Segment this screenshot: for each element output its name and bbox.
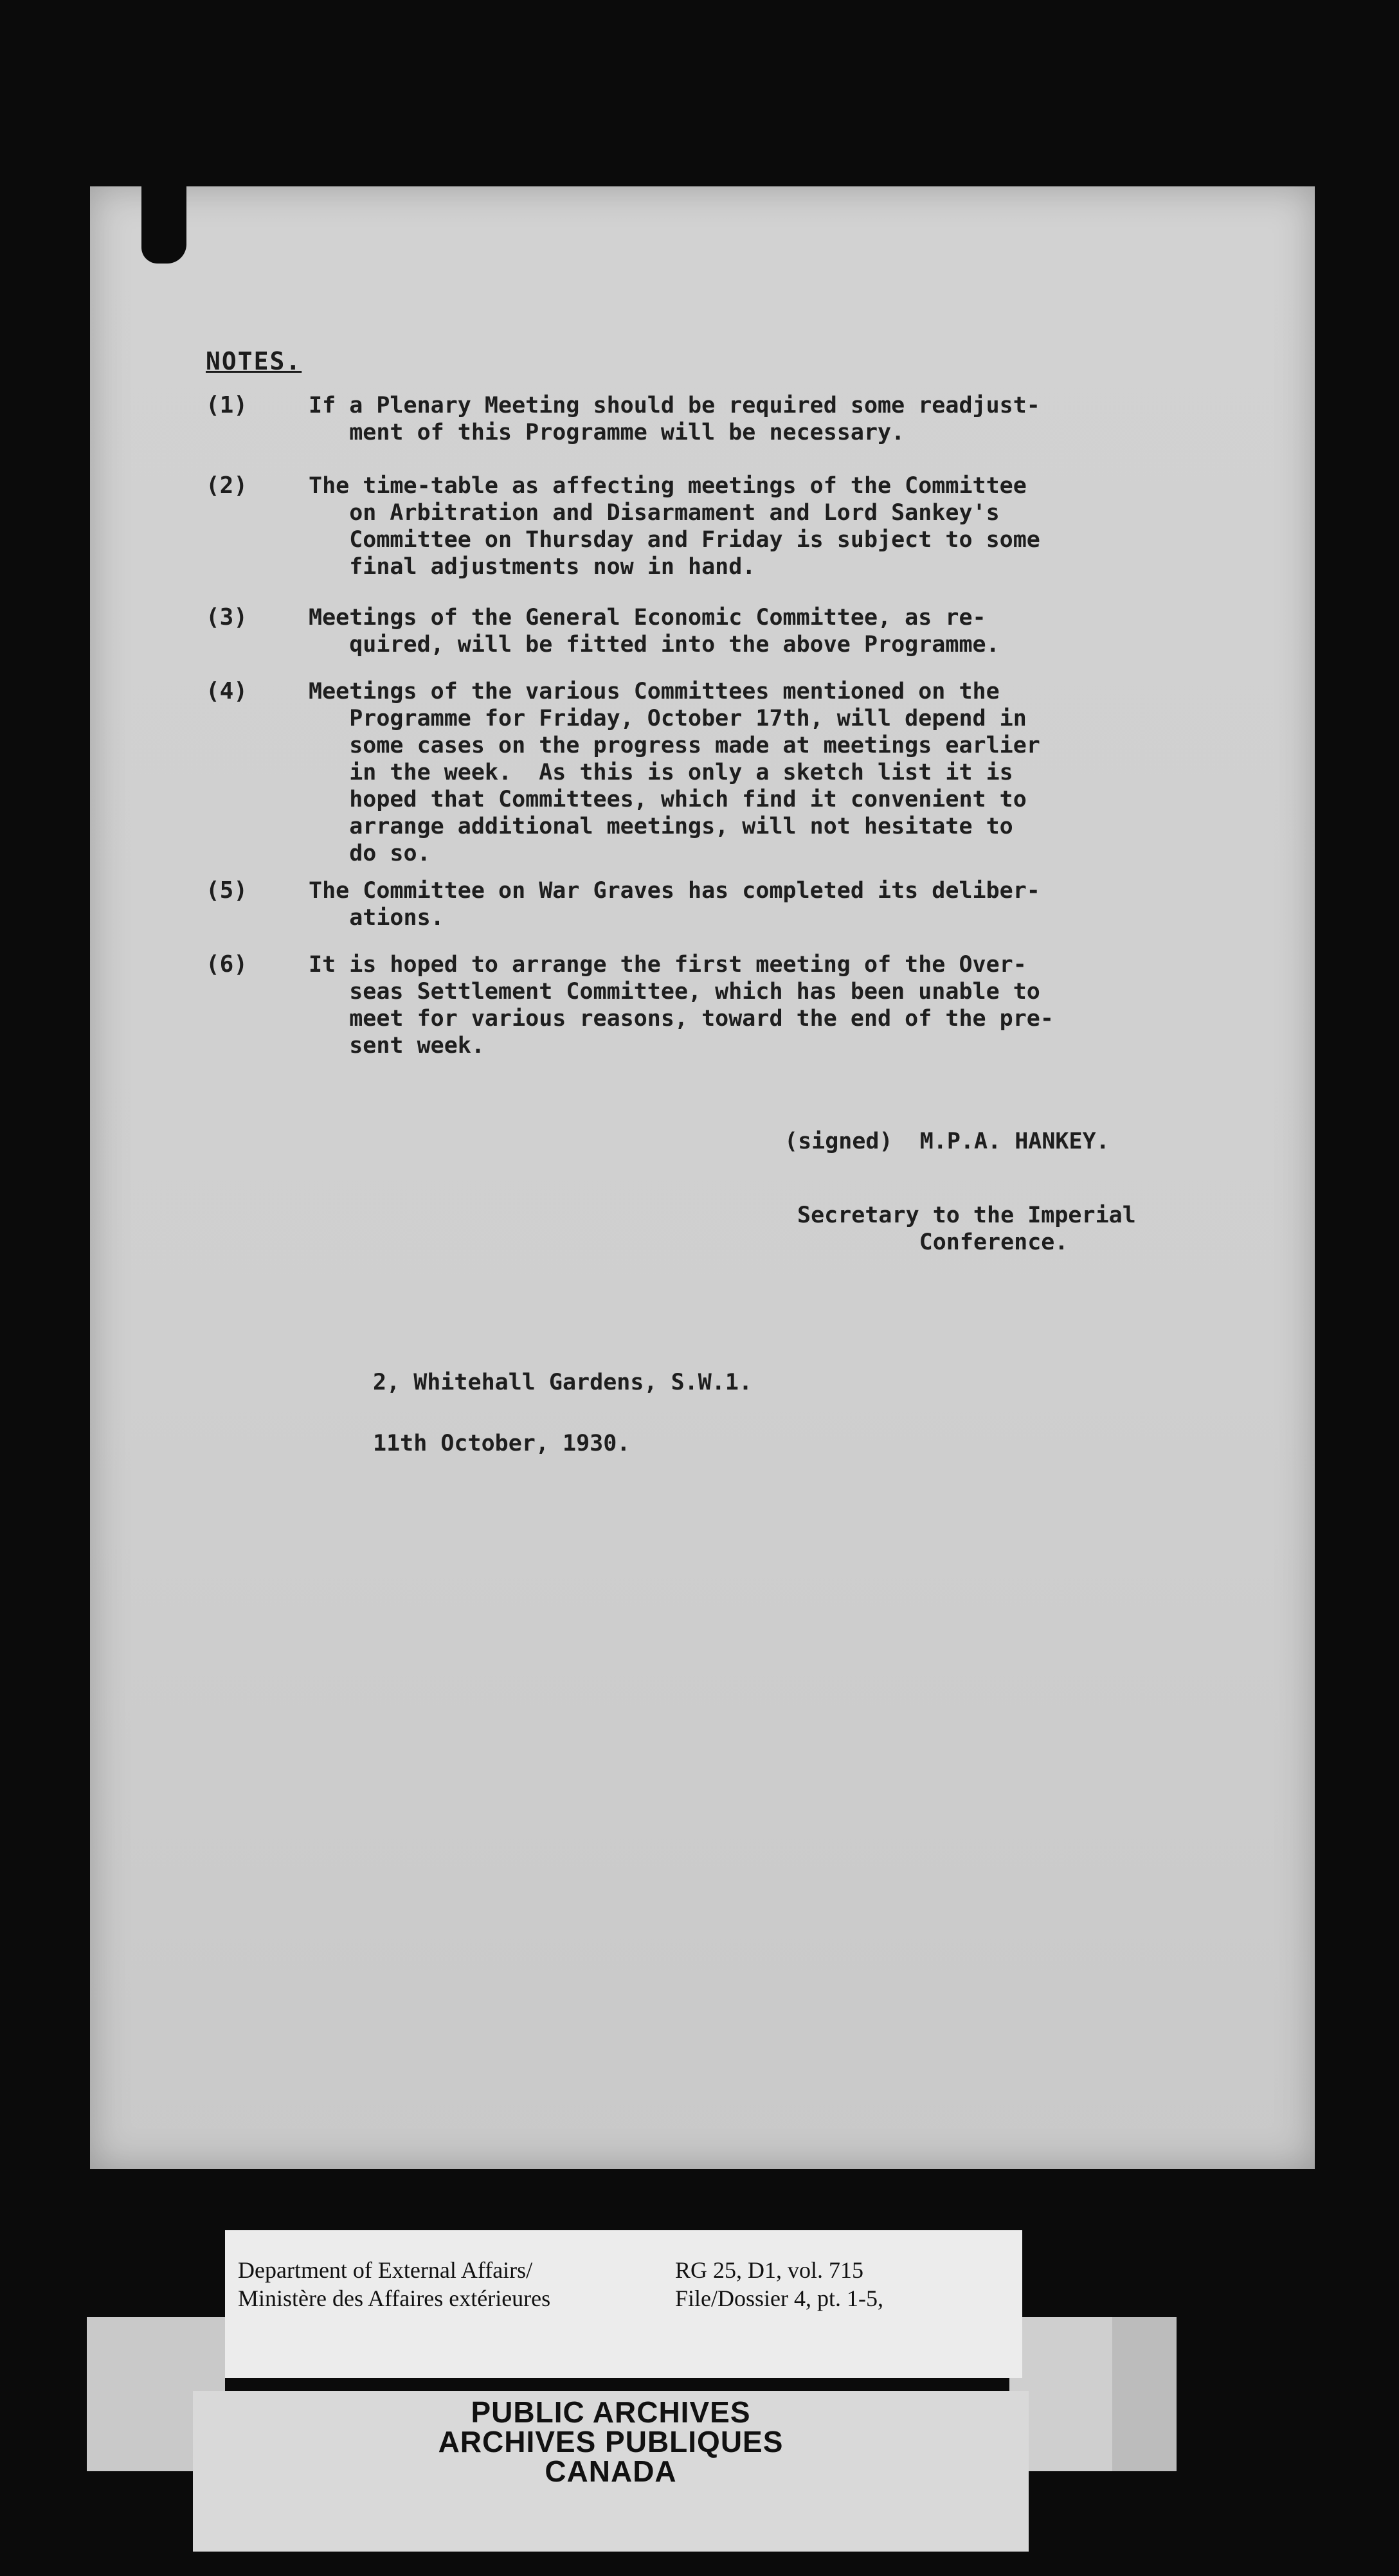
signature-title: Secretary to the Imperial Conference. xyxy=(797,1203,1136,1255)
note-text: Meetings of the various Committees mentioned on the Programme for Friday, October 17th, will depend in some cases on the progress made at meetings earlier in the week. As this is only a sketch list it is hoped that Committees, which find it convenient to arrange additional meetings, will not hesitate to do so. xyxy=(309,679,1040,866)
stamp-line-1: PUBLIC ARCHIVES xyxy=(471,2395,751,2429)
note-number: (2) xyxy=(206,472,248,499)
archives-stamp xyxy=(193,2391,1029,2552)
note-4 xyxy=(206,678,1234,871)
note-text: The Committee on War Graves has completed its deliber- ations. xyxy=(309,878,1040,931)
notes-heading: NOTES. xyxy=(206,347,302,375)
note-text: The time-table as affecting meetings of the Committee on Arbitration and Disarmament and Lord Sankey's Committee on Thursday and Friday is subject to some final adjustments now in hand. xyxy=(309,473,1040,580)
note-text: Meetings of the General Economic Committee, as re- quired, will be fitted into the above Programme. xyxy=(309,605,1000,657)
date: 11th October, 1930. xyxy=(373,1431,631,1456)
note-5 xyxy=(206,877,1234,935)
signature: (signed) M.P.A. HANKEY. xyxy=(784,1129,1110,1154)
note-text: It is hoped to arrange the first meeting of the Over- seas Settlement Committee, which has been unable to meet for various reasons, toward the end of the pre- sent week. xyxy=(309,952,1054,1059)
address: 2, Whitehall Gardens, S.W.1. xyxy=(373,1370,753,1395)
note-2 xyxy=(206,472,1234,588)
document-page xyxy=(90,186,1315,2169)
reference-label: RG 25, D1, vol. 715 File/Dossier 4, pt. 1-5, xyxy=(675,2257,883,2311)
note-number: (3) xyxy=(206,604,248,631)
note-number: (4) xyxy=(206,678,248,704)
note-6 xyxy=(206,951,1234,1067)
film-band-right-shade xyxy=(1112,2317,1177,2471)
department-label: Department of External Affairs/ Ministère des Affaires extérieures xyxy=(238,2257,551,2311)
note-number: (6) xyxy=(206,951,248,978)
stamp-line-2: ARCHIVES PUBLIQUES xyxy=(438,2425,784,2458)
note-3 xyxy=(206,604,1234,662)
stamp-line-3: CANADA xyxy=(545,2455,677,2488)
note-number: (1) xyxy=(206,392,248,418)
note-text: If a Plenary Meeting should be required some readjust- ment of this Programme will be necessary. xyxy=(309,393,1040,445)
ink-blot xyxy=(141,186,186,264)
note-number: (5) xyxy=(206,877,248,904)
note-1 xyxy=(206,392,1234,450)
archive-reference-card xyxy=(225,2230,1022,2378)
